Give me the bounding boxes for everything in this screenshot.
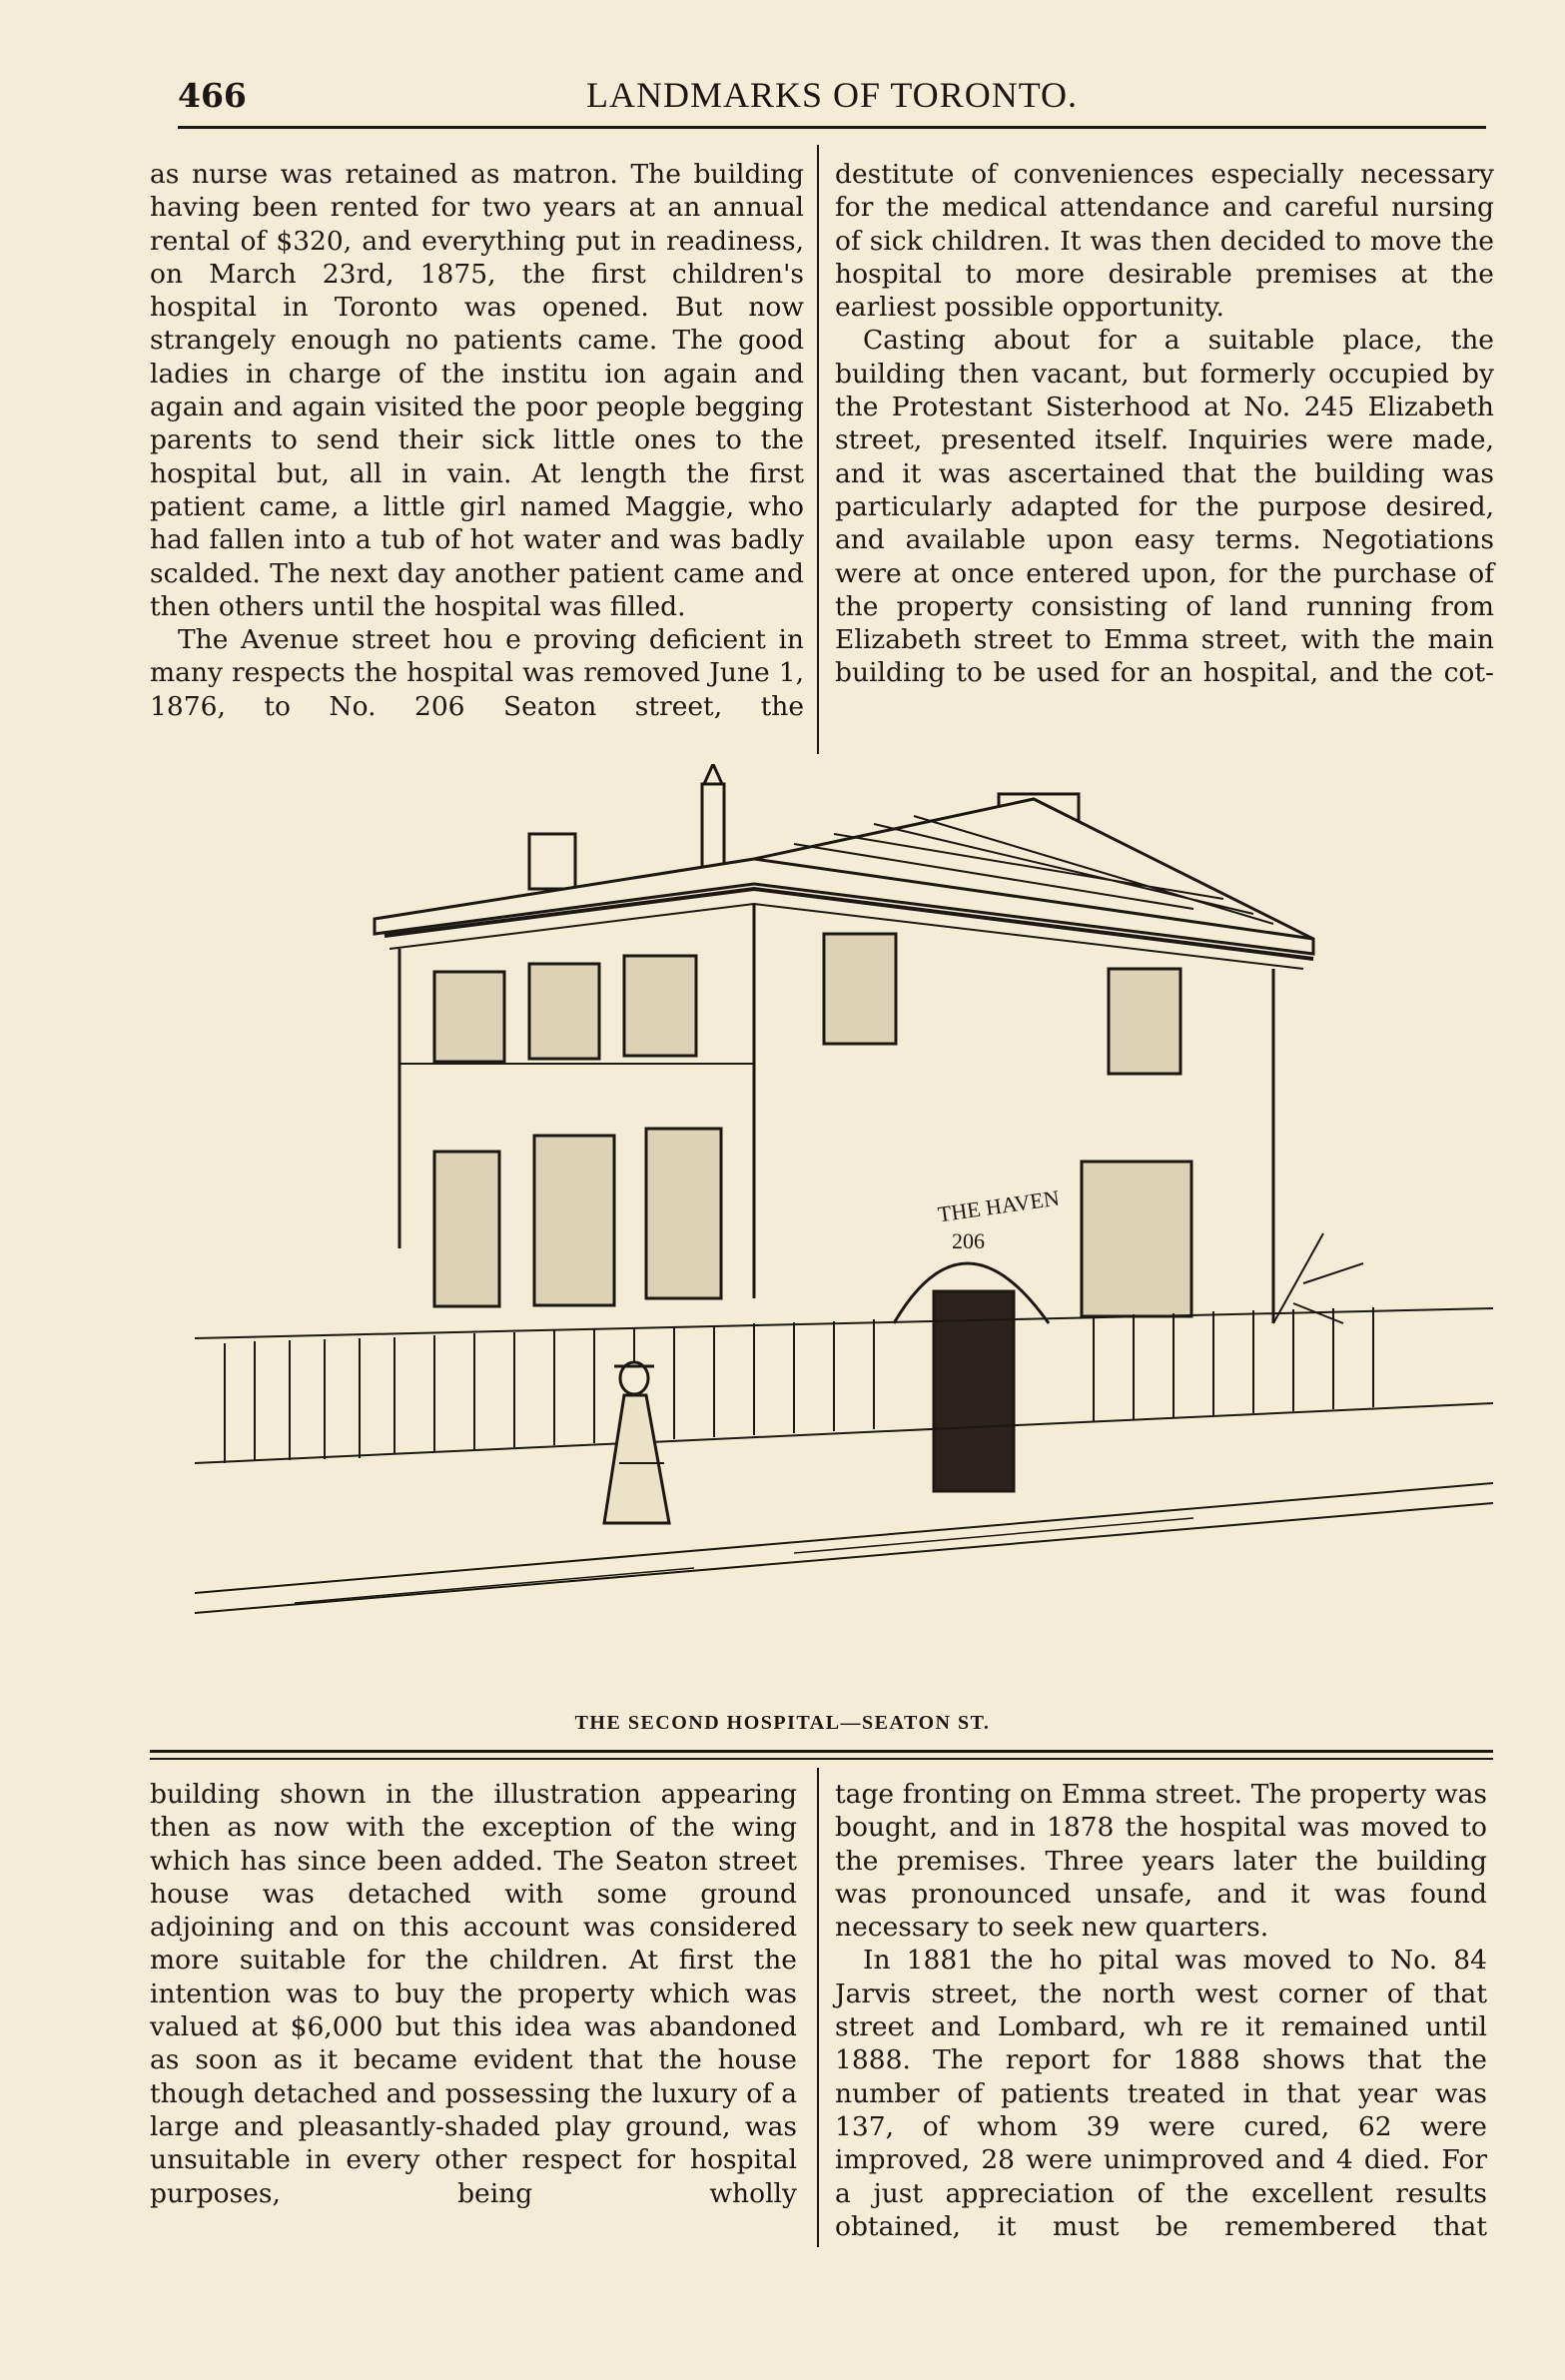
house-drawing [195, 764, 1493, 1708]
top-right-column [835, 158, 1494, 690]
running-head: LANDMARKS OF TORONTO. [585, 75, 1079, 115]
column-divider [817, 145, 819, 754]
paragraph: as nurse was retained as matron. The building having been rented for two years at an annual rental of $320, and everything put in readiness, on March 23rd, 1875, the first children's hospital in Toronto was opened. But now strangely enough no patients came. The good ladies in charge of the institu ion again and again and again visited the poor people begging parents to send their sick little ones to the hospital but, all in vain. At length the first patient came, a little girl named Maggie, who had fallen into a tub of hot water and was badly scalded. The next day another patient came and then others until the hospital was filled. [150, 159, 804, 622]
paragraph: building shown in the illustration appearing then as now with the exception of the wing which has since been added. The Seaton street house was detached with some ground adjoining and on this account was considered more suitable for the children. At first the intention was to buy the property which was valued at $6,000 but this idea was abandoned as soon as it became evident that the house though detached and possessing the luxury of a large and pleasantly-shaded play ground, was unsuitable in every other respect for hospital purposes, being wholly [150, 1779, 797, 2209]
section-rule [150, 1758, 1493, 1760]
page-number: 466 [178, 76, 247, 115]
paragraph: The Avenue street hou e proving deficient in many respects the hospital was removed June 1, 1876, to No. 206 Seaton street, the [150, 624, 804, 722]
column-divider [817, 1768, 819, 2247]
page-header [178, 72, 1486, 124]
header-rule [178, 126, 1486, 129]
arch-number: 206 [952, 1228, 985, 1253]
bottom-right-column [835, 1778, 1487, 2243]
paragraph: destitute of conveniences especially necessary for the medical attendance and careful nursing of sick children. It was then decided to move the hospital to more desirable premises at the earliest possible opportunity. [835, 159, 1494, 324]
arch-sign: THE HAVEN [936, 1185, 1062, 1227]
paragraph: In 1881 the ho pital was moved to No. 84 Jarvis street, the north west corner of that street and Lombard, wh re it remained until 1888. The report for 1888 shows that the number of patients treated in that year was 137, of whom 39 were cured, 62 were improved, 28 were unimproved and 4 died. For a just appreciation of the excellent results obtained, it must be remembered that [835, 1945, 1487, 2242]
figure-caption: THE SECOND HOSPITAL—SEATON ST. [574, 1712, 991, 1734]
hospital-illustration [195, 764, 1493, 1708]
top-left-column [150, 158, 804, 723]
bottom-left-column [150, 1778, 797, 2210]
paragraph: Casting about for a suitable place, the building then vacant, but formerly occupied by the Protestant Sisterhood at No. 245 Elizabeth street, presented itself. Inquiries were made, and it was ascertained that the building was particularly adapted for the purpose desired, and available upon easy terms. Negotiations were at once entered upon, for the purchase of the property consisting of land running from Elizabeth street to Emma street, with the main building to be used for an hospital, and the cot- [835, 325, 1494, 689]
section-rule [150, 1750, 1493, 1753]
paragraph: tage fronting on Emma street. The property was bought, and in 1878 the hospital was moved to the premises. Three years later the building was pronounced unsafe, and it was found necessary to seek new quarters. [835, 1779, 1487, 1944]
